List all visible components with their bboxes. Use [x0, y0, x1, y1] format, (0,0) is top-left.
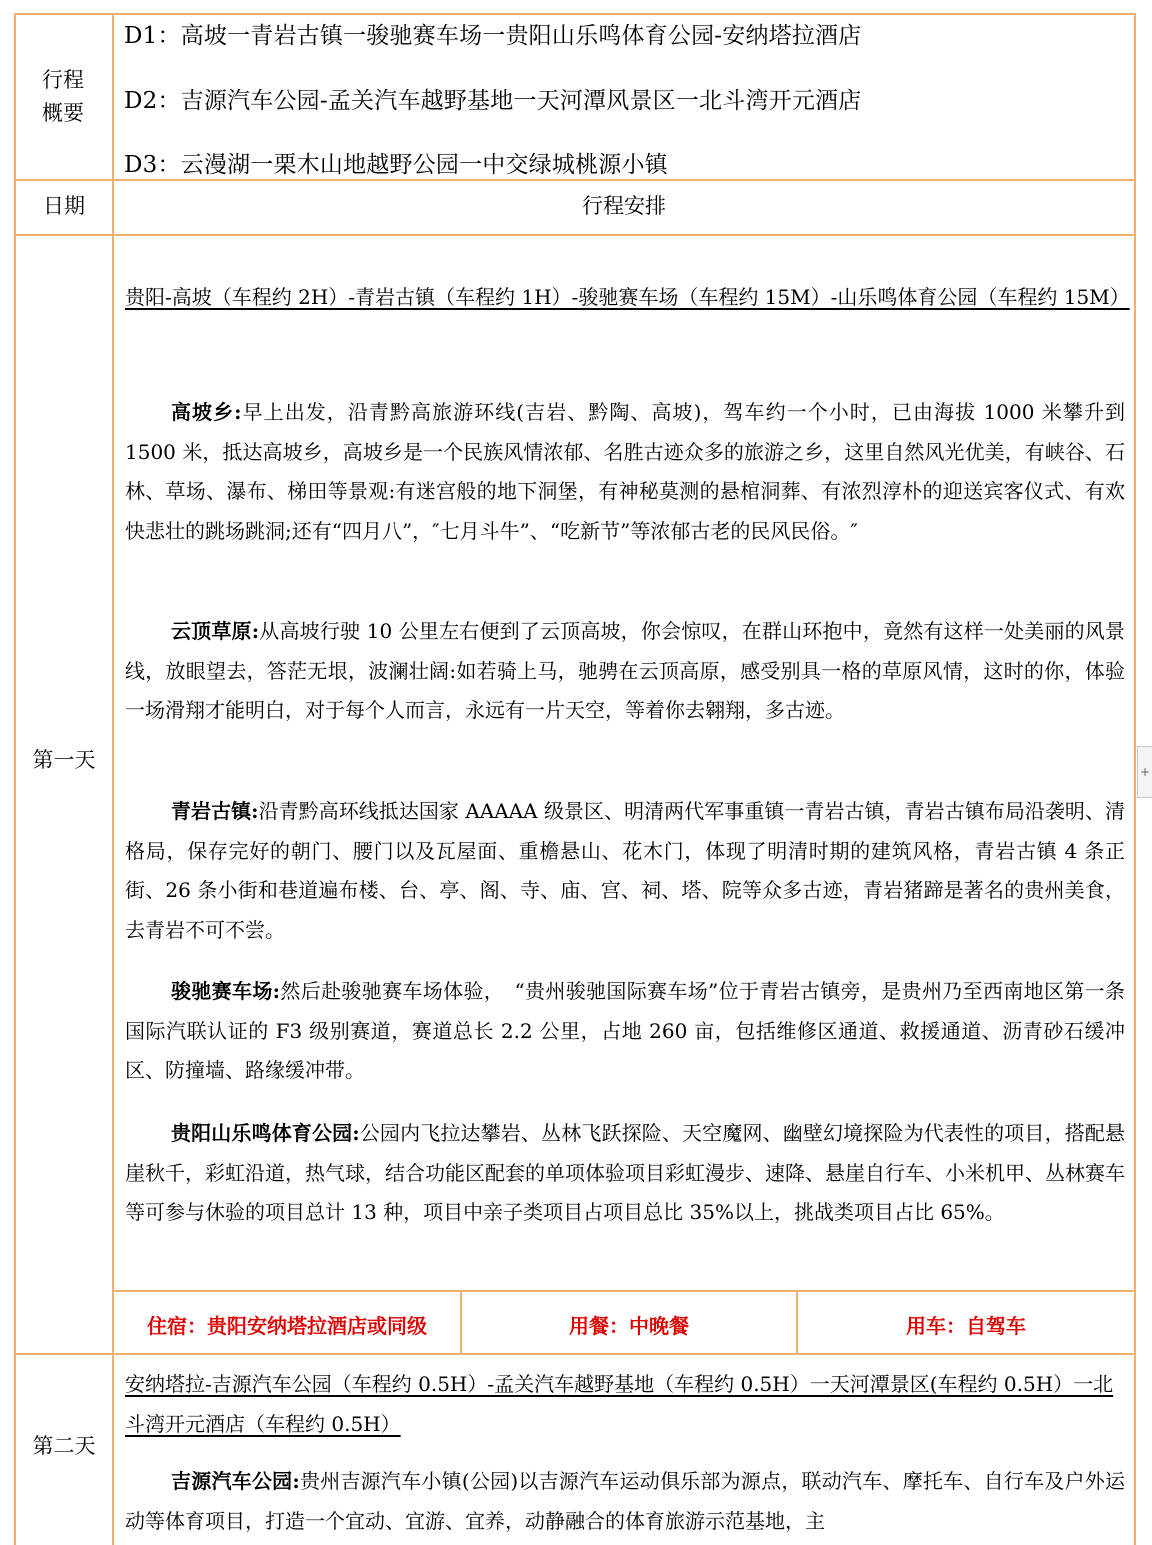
border-day1-bottom: [14, 1353, 1136, 1355]
day2-item-jiyuan: [125, 1462, 1125, 1541]
transport: 用车：自驾车: [906, 1314, 1026, 1338]
overview-line-d3: D3：云漫湖一栗木山地越野公园一中交绿城桃源小镇: [124, 152, 668, 178]
day1-item-yunding: [125, 612, 1125, 731]
item-title: 高坡乡:: [171, 400, 242, 424]
day2-label: 第二天: [32, 1434, 96, 1458]
item-text: 从高坡行驶 10 公里左右便到了云顶高坡，你会惊叹，在群山环抱中，竟然有这样一处美丽的风景线，放眼望去，答茫无垠，波澜壮阔:如若骑上马，驰骋在云顶高原，感受别具一格的草原风情，这时的你，体验一场滑翔才能明白，对于每个人而言，永远有一片天空，等着你去翱翔，多古迹。: [125, 619, 1125, 722]
item-text: 贵州吉源汽车小镇(公园)以吉源汽车运动俱乐部为源点，联动汽车、摩托车、自行车及户外运动等体育项目，打造一个宜动、宜游、宜养，动静融合的体育旅游示范基地，主: [125, 1469, 1125, 1533]
overview-line-d2: D2：吉源汽车公园-孟关汽车越野基地一天河潭风景区一北斗湾开元酒店: [124, 88, 862, 114]
border-left: [14, 13, 16, 1545]
meals: 用餐：中晚餐: [569, 1314, 689, 1338]
day1-route: 贵阳-高坡（车程约 2H）-青岩古镇（车程约 1H）-骏驰赛车场（车程约 15M）-山乐鸣体育公园（车程约 15M）: [125, 285, 1130, 309]
item-title: 青岩古镇:: [171, 799, 259, 823]
side-expand-tab[interactable]: +: [1137, 746, 1152, 798]
item-title: 骏驰赛车场:: [171, 979, 281, 1003]
item-text: 然后赴骏驰赛车场体验， “贵州骏驰国际赛车场”位于青岩古镇旁，是贵州乃至西南地区第一条国际汽联认证的 F3 级别赛道，赛道总长 2.2 公里，占地 260 亩，包括维修区通道、救援通道、沥青砂石缓冲区、防撞墙、路缘缓冲带。: [125, 979, 1126, 1082]
accommodation: 住宿：贵阳安纳塔拉酒店或同级: [147, 1314, 427, 1338]
item-text: 公园内飞拉达攀岩、丛林飞跃探险、天空魔网、幽壁幻境探险为代表性的项目，搭配悬崖秋千，彩虹沿道，热气球，结合功能区配套的单项体验项目彩虹漫步、速降、悬崖自行车、小米机甲、丛林赛车等可参与休验的项目总计 13 种，项目中亲子类项目占项目总比 35%以上，挑战类项目占比 65%。: [125, 1121, 1125, 1224]
day1-item-qingyan: [125, 792, 1125, 950]
border-header-bottom: [14, 234, 1136, 236]
border-overview-bottom: [14, 179, 1136, 181]
item-title: 吉源汽车公园:: [171, 1469, 300, 1493]
item-title: 云顶草原:: [171, 619, 260, 643]
overview-label: 行程概要: [42, 68, 84, 125]
border-right: [1134, 13, 1136, 1545]
day1-item-gaopo: [125, 393, 1125, 551]
item-text: 早上出发，沿青黔高旅游环线(吉岩、黔陶、高坡)，驾车约一个小时，已由海拔 1000 米攀升到 1500 米，抵达高坡乡，高坡乡是一个民族风情浓郁、名胜古迹众多的旅游之乡，这里自然风光优美，有峡谷、石林、草场、瀑布、梯田等景观:有迷宫般的地下洞堡，有神秘莫测的悬棺洞葬、有浓烈淳朴的迎送宾客仪式、有欢快悲壮的跳场跳洞;还有“四月八”，″七月斗牛”、“吃新节”等浓郁古老的民风民俗。″: [125, 400, 1125, 543]
overview-line-d1: D1：高坡一青岩古镇一骏驰赛车场一贵阳山乐鸣体育公园-安纳塔拉酒店: [124, 23, 862, 49]
day2-route: 安纳塔拉-吉源汽车公园（车程约 0.5H）-孟关汽车越野基地（车程约 0.5H）一天河潭景区(车程约 0.5H）一北斗湾开元酒店（车程约 0.5H）: [125, 1372, 1114, 1436]
schedule-header: 行程安排: [582, 194, 666, 218]
day1-label: 第一天: [32, 748, 96, 772]
border-top: [14, 13, 1136, 15]
item-text: 沿青黔高环线抵达国家 AAAAA 级景区、明清两代军事重镇一青岩古镇，青岩古镇布局沿袭明、清格局，保存完好的朝门、腰门以及瓦屋面、重檐悬山、花木门，体现了明清时期的建筑风格，青岩古镇 4 条正街、26 条小街和巷道遍布楼、台、亭、阁、寺、庙、宫、祠、塔、院等众多古迹，青岩猪蹄是著名的贵州美食，去青岩不可不尝。: [125, 799, 1126, 942]
border-day1-content-bottom: [112, 1290, 1136, 1292]
item-title: 贵阳山乐鸣体育公园:: [171, 1121, 360, 1145]
date-header: 日期: [43, 194, 85, 218]
day1-item-junchi: [125, 972, 1125, 1091]
day1-item-shanleming: [125, 1114, 1125, 1233]
